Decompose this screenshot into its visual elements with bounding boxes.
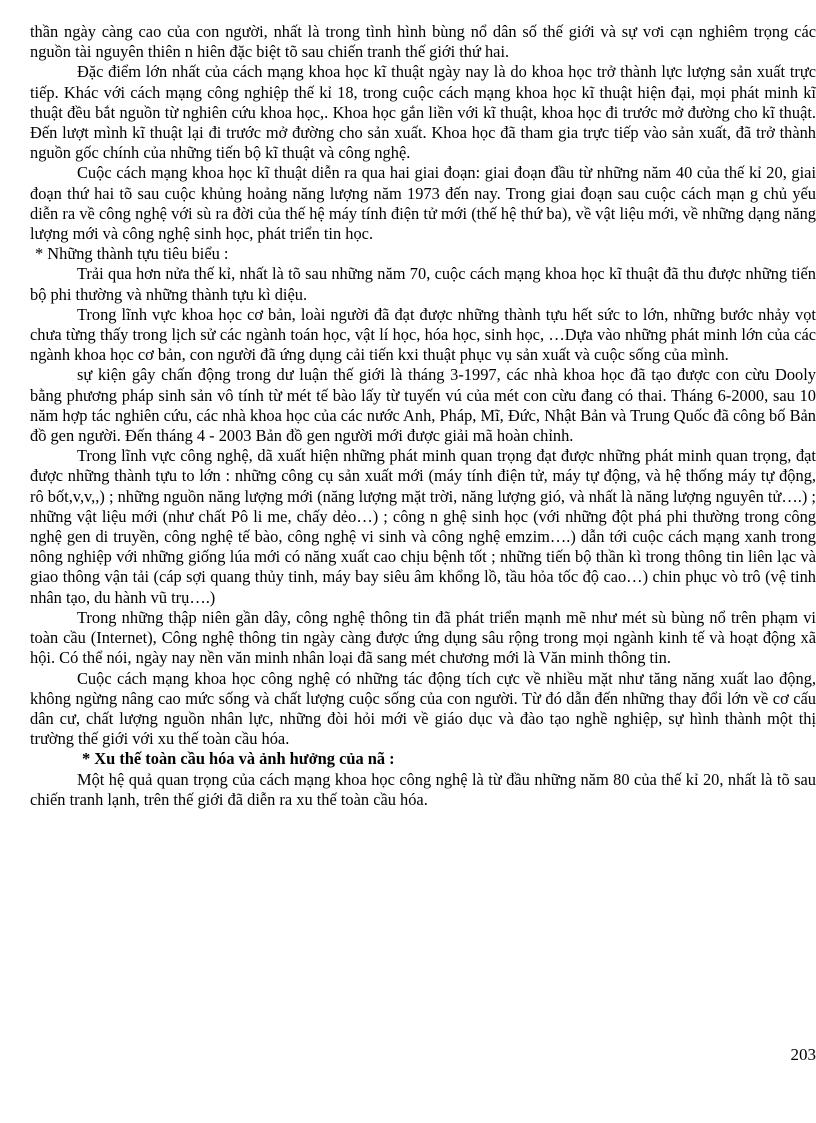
paragraph-half-century: Trải qua hơn nửa thế kỉ, nhất là tõ sau những năm 70, cuộc cách mạng khoa học kĩ thuật đã thu được những tiến bộ phi thường và những thành tựu kì diệu. bbox=[30, 264, 816, 304]
paragraph-globalization: Một hệ quả quan trọng của cách mạng khoa học công nghệ là từ đầu những năm 80 của thế kỉ 20, nhất là tõ sau chiến tranh lạnh, trên thế giới đã diễn ra xu thế toàn cầu hóa. bbox=[30, 769, 816, 809]
paragraph-technology: Trong lĩnh vực công nghệ, dã xuất hiện những phát minh quan trọng đạt được những phát minh quan trọng, đạt được những thành tựu to lớn : những công cụ sản xuất mới (máy tính điện tử, máy tự động, và hệ thống máy tự động, rô bốt,v,v,,) ; những nguồn năng lượng mới (năng lượng mặt trời, năng lượng gió, và nhất là năng lượng nguyên tử….) ; những vật liệu mới (như chất Pô li me, chấy dẻo…) ; công n ghệ sinh học (với những đột phá phi thường trong công nghệ gen di truyền, công nghệ tế bào, công nghệ vi sinh và công nghệ emzim….) dẫn tới cuộc cách mạng xanh trong nông nghiệp với những giống lúa mới có năng xuất cao chịu bệnh tốt ; những tiến bộ thần kì trong thông tin liên lạc và giao thông vận tải (cáp sợi quang thủy tinh, máy bay siêu âm khổng lồ, tầu hỏa tốc độ cao…) chin phục vò trô (vệ tinh nhân tạo, du hành vũ trụ….) bbox=[30, 446, 816, 607]
paragraph-impacts: Cuộc cách mạng khoa học công nghệ có những tác động tích cực về nhiều mặt như tăng năng xuất lao động, không ngừng nâng cao mức sống và chất lượng cuộc sống của con người. Từ đó dẫn đến những thay đổi lớn về cơ cấu dân cư, chất lượng nguồn nhân lực, những đòi hỏi mới về giáo dục và đào tạo nghề nghiệp, sự hình thành một thị trường thế giới với xu thế toàn cầu hóa. bbox=[30, 668, 816, 749]
page-number: 203 bbox=[790, 1045, 816, 1064]
paragraph-basic-science: Trong lĩnh vực khoa học cơ bản, loài người đã đạt được những thành tựu hết sức to lớn, những bước nhảy vọt chưa từng thấy trong lịch sử các ngành toán học, vật lí học, hóa học, sinh học, …Dựa vào những phát minh lớn của các ngành khoa học cơ bản, con người đã ứng dụng cải tiến kxi thuật phục vụ sản xuất và cuộc sống của mình. bbox=[30, 304, 816, 365]
section-label-achievements: * Những thành tựu tiêu biểu : bbox=[35, 244, 229, 264]
paragraph-science-as-productive-force: Đặc điểm lớn nhất của cách mạng khoa học kĩ thuật ngày nay là do khoa học trở thành lực lượng sản xuất trực tiếp. Khác với cách mạng công nghiệp thế kỉ 18, trong cuộc cách mạng khoa học kĩ thuật hiện đại, mọi phát minh kĩ thuật đều bắt nguồn từ nghiên cứu khoa học,. Khoa học gắn liền với kĩ thuật, khoa học đi trước mở đường cho kĩ thuật. Đến lượt mình kĩ thuật lại đi trước mở đường cho sản xuất. Khoa học đã tham gia trực tiếp vào sản xuất, đã trở thành nguồn gốc chính của những tiến bộ kĩ thuật và công nghệ. bbox=[30, 62, 816, 163]
paragraph-cloning-genome: sự kiện gây chấn động trong dư luận thế giới là tháng 3-1997, các nhà khoa học đã tạo được con cừu Dooly bằng phương pháp sinh sản vô tính từ mét tế bào lấy từ tuyến vú của mét con cừu đang có thai. Tháng 6-2000, sau 10 năm hợp tác nghiên cứu, các nhà khoa học của các nước Anh, Pháp, Mĩ, Đức, Nhật Bản và Trung Quốc đã công bố Bản đồ gen người. Đến tháng 4 - 2003 Bản đồ gen người mới được giải mã hoàn chỉnh. bbox=[30, 365, 816, 446]
paragraph-continuation: thần ngày càng cao của con người, nhất là trong tình hình bùng nổ dân số thế giới và sự vơi cạn nghiêm trọng các nguồn tài nguyên thiên n hiên đặc biệt tõ sau chiến tranh thế giới thứ hai. bbox=[30, 22, 816, 62]
section-heading-globalization: * Xu thế toàn cầu hóa và ảnh hưởng của nã : bbox=[82, 749, 395, 769]
paragraph-information-technology: Trong những thập niên gần dây, công nghệ thông tin đã phát triển mạnh mẽ như mét sù bùng nổ trên phạm vi toàn cầu (Internet), Công nghệ thông tin ngày càng được ứng dụng sâu rộng trong mọi ngành kinh tế và hoạt động xã hội. Có thể nói, ngày nay nền văn minh nhân loại đã sang mét chương mới là Văn minh thông tin. bbox=[30, 607, 816, 668]
paragraph-two-stages: Cuộc cách mạng khoa học kĩ thuật diễn ra qua hai giai đoạn: giai đoạn đầu từ những năm 40 của thế kỉ 20, giai đoạn thứ hai tõ sau cuộc khủng hoảng năng lượng năm 1973 đến nay. Trong giai đoạn sau cuộc cách mạn g chủ yếu diễn ra về công nghệ với sù ra đời của thế hệ máy tính điện tử mới (thế hệ thứ ba), về vật liệu mới, về những dạng năng lượng mới và công nghệ sinh học, phát triển tin học. bbox=[30, 163, 816, 244]
document-body bbox=[30, 22, 816, 810]
